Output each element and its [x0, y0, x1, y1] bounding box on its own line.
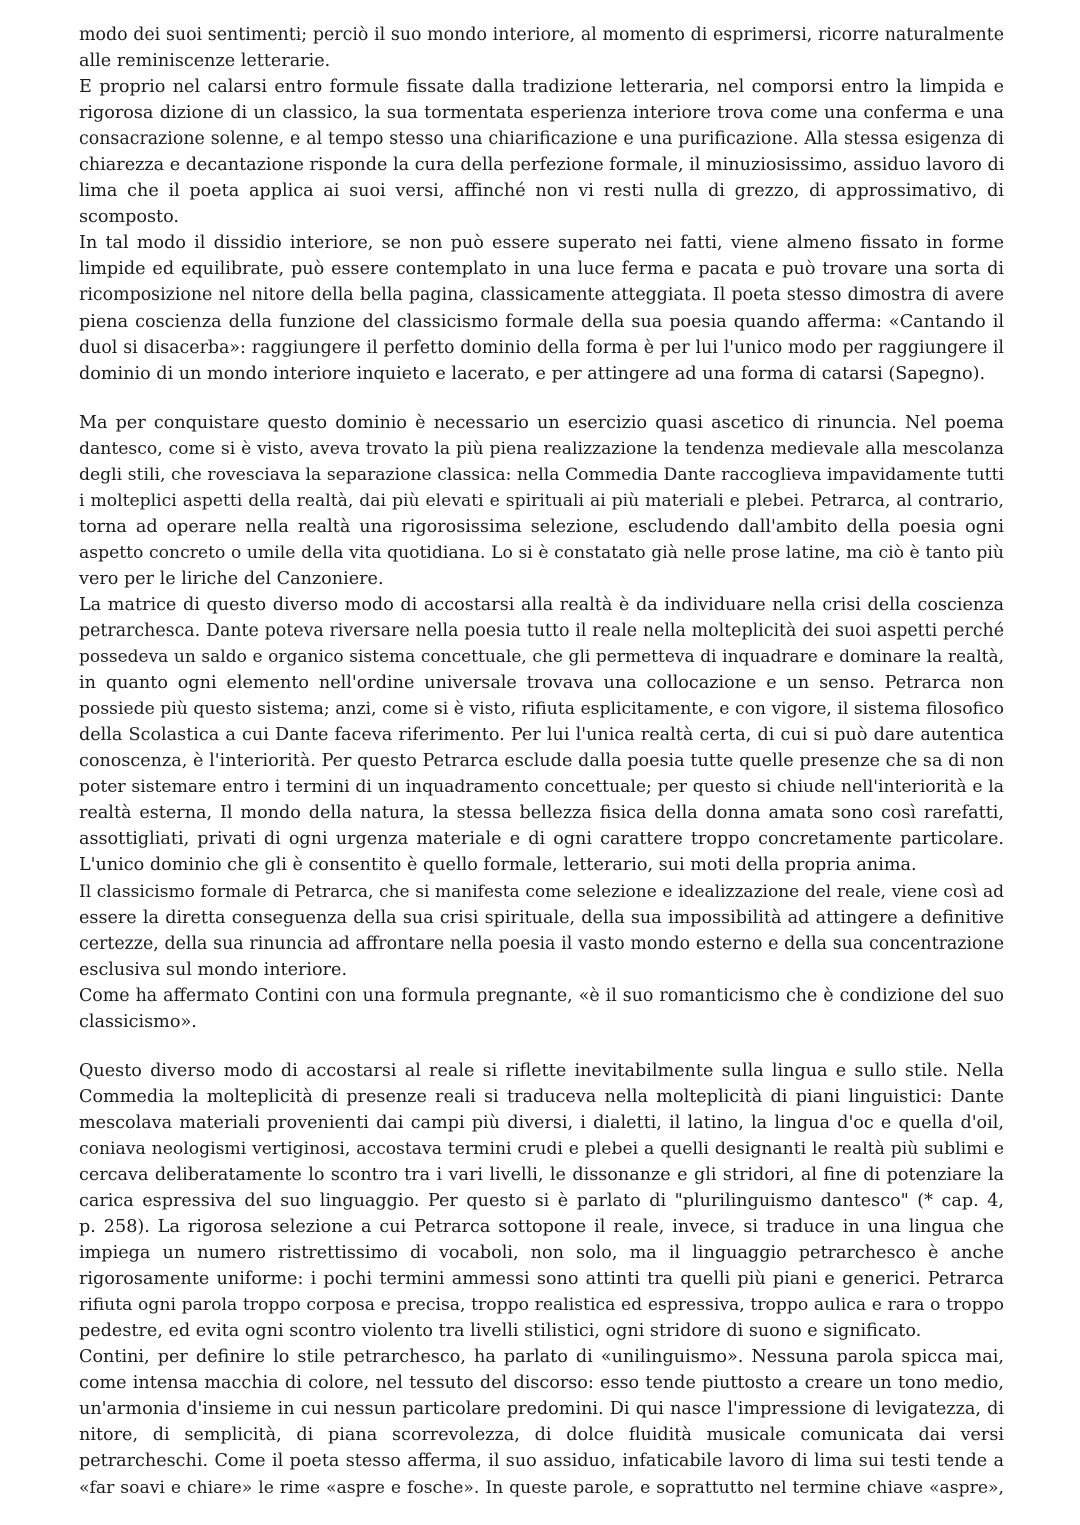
text-line: La matrice di questo diverso modo di accostarsi alla realtà è da individuare nella crisi della coscienza	[79, 594, 1004, 615]
text-line: assottigliati, privati di ogni urgenza materiale e di ogni carattere troppo concretamente particolare.	[79, 829, 1004, 850]
text-line: Il classicismo formale di Petrarca, che si manifesta come selezione e idealizzazione del reale, viene così ad	[79, 881, 1004, 902]
text-line: poter sistemare entro i termini di un inquadramento concettuale; per questo si chiude nell'interiorità e la	[79, 777, 1004, 798]
text-line: realtà esterna, Il mondo della natura, la stessa bellezza fisica della donna amata sono così rarefatti,	[79, 803, 1004, 824]
paragraph	[79, 22, 1004, 74]
text-section	[79, 410, 1004, 1035]
text-line: In tal modo il dissidio interiore, se non può essere superato nei fatti, viene almeno fissato in forme	[79, 233, 1004, 254]
text-line: pedestre, ed evita ogni scontro violento tra livelli stilistici, ogni stridore di suono e significato.	[79, 1321, 922, 1342]
text-line: chiarezza e decantazione risponde la cura della perfezione formale, il minuziosissimo, assiduo lavoro di	[79, 155, 1005, 176]
text-line: possiede più questo sistema; anzi, come si è visto, rifiuta esplicitamente, e con vigore, il sistema filosofico	[79, 699, 1004, 720]
text-section	[79, 22, 1004, 387]
paragraph	[79, 1058, 1004, 1345]
paragraph	[79, 410, 1004, 592]
text-line: cercava deliberatamente lo scontro tra i vari livelli, le dissonanze e gli stridori, al fine di potenziare la	[79, 1164, 1004, 1185]
text-line: «far soavi e chiare» le rime «aspre e fosche». In queste parole, e soprattutto nel termine chiave «aspre»,	[79, 1477, 1004, 1498]
text-line: p. 258). La rigorosa selezione a cui Petrarca sottopone il reale, invece, si traduce in una lingua che	[79, 1217, 1004, 1238]
text-line: Ma per conquistare questo dominio è necessario un esercizio quasi ascetico di rinuncia. Nel poema	[79, 412, 1004, 433]
text-line: Contini, per definire lo stile petrarchesco, ha parlato di «unilinguismo». Nessuna parola spicca mai,	[79, 1347, 1004, 1368]
text-line: L'unico dominio che gli è consentito è quello formale, letterario, sui moti della propria anima.	[79, 855, 917, 876]
paragraph	[79, 879, 1004, 983]
text-line: classicismo».	[79, 1011, 197, 1032]
paragraph	[79, 1344, 1004, 1500]
text-line: petrarchesca. Dante poteva riversare nella poesia tutto il reale nella molteplicità dei suoi aspetti perché	[79, 621, 1004, 642]
text-line: rifiuta ogni parola troppo corposa e precisa, troppo realistica ed espressiva, troppo aulica e rara o troppo	[79, 1295, 1004, 1316]
text-line: mescolava materiali provenienti dai campi più diversi, i dialetti, il latino, la lingua d'oc e quella d'oil,	[79, 1112, 1004, 1133]
text-line: aspetto concreto o umile della vita quotidiana. Lo si è constatato già nelle prose latine, ma ciò è tanto più	[79, 542, 1004, 563]
text-line: petrarcheschi. Come il poeta stesso afferma, il suo assiduo, infaticabile lavoro di lima sui testi tende a	[79, 1451, 1004, 1472]
text-line: degli stili, che rovesciava la separazione classica: nella Commedia Dante raccoglieva impavidamente tutti	[79, 464, 1004, 485]
paragraph	[79, 983, 1004, 1035]
text-line: impiega un numero ristrettissimo di vocaboli, non solo, ma il linguaggio petrarchesco è anche	[79, 1243, 1004, 1264]
text-section	[79, 1058, 1004, 1501]
text-line: piena coscienza della funzione del classicismo formale della sua poesia quando afferma: «Cantando il	[79, 311, 1004, 332]
paragraph	[79, 74, 1004, 230]
text-line: essere la diretta conseguenza della sua crisi spirituale, della sua impossibilità ad attingere a definitive	[79, 907, 1004, 928]
text-line: carica espressiva del suo linguaggio. Per questo si è parlato di "plurilinguismo dantesco" (* cap. 4,	[79, 1191, 1004, 1212]
text-line: torna ad operare nella realtà una rigorosissima selezione, escludendo dall'ambito della poesia ogni	[79, 516, 1004, 537]
text-line: in quanto ogni elemento nell'ordine universale trovava una collocazione e un senso. Petrarca non	[79, 673, 1004, 694]
text-line: esclusiva sul mondo interiore.	[79, 959, 348, 980]
text-line: Commedia la molteplicità di presenze reali si traduceva nella molteplicità di piani linguistici: Dante	[79, 1086, 1004, 1107]
text-line: consacrazione solenne, e al tempo stesso una chiarificazione e una purificazione. Alla stessa esigenza di	[79, 129, 1004, 150]
text-line: un'armonia d'insieme in cui nessun particolare predomini. Di qui nasce l'impressione di levigatezza, di	[79, 1399, 1004, 1420]
text-line: limpide ed equilibrate, può essere contemplato in una luce ferma e pacata e può trovare una sorta di	[79, 259, 1004, 280]
text-line: dominio di un mondo interiore inquieto e lacerato, e per attingere ad una forma di catarsi (Sapegno).	[79, 363, 986, 384]
text-line: possedeva un saldo e organico sistema concettuale, che gli permetteva di inquadrare e dominare la realtà,	[79, 647, 1004, 668]
paragraph	[79, 592, 1004, 879]
text-line: rigorosamente uniforme: i pochi termini ammessi sono attinti tra quelli più piani e generici. Petrarca	[79, 1269, 1004, 1290]
text-line: rigorosa dizione di un classico, la sua tormentata esperienza interiore trova come una conferma e una	[79, 103, 1004, 124]
text-line: conoscenza, è l'interiorità. Per questo Petrarca esclude dalla poesia tutte quelle presenze che sa di non	[79, 751, 1004, 772]
text-line: modo dei suoi sentimenti; perciò il suo mondo interiore, al momento di esprimersi, ricorre naturalmente	[79, 25, 1004, 45]
text-line: Questo diverso modo di accostarsi al reale si riflette inevitabilmente sulla lingua e sullo stile. Nella	[79, 1060, 1004, 1081]
text-line: dantesco, come si è visto, aveva trovato la più piena realizzazione la tendenza medievale alla mescolanza	[79, 438, 1004, 459]
text-line: lima che il poeta applica ai suoi versi, affinché non vi resti nulla di grezzo, di approssimativo, di	[79, 181, 1004, 202]
paragraph	[79, 230, 1004, 386]
text-line: i molteplici aspetti della realtà, dai più elevati e spirituali ai più materiali e plebei. Petrarca, al contrario,	[79, 490, 1004, 511]
text-line: duol si disacerba»: raggiungere il perfetto dominio della forma è per lui l'unico modo per raggiungere il	[79, 337, 1004, 358]
document-page	[79, 22, 1004, 1501]
text-line: della Scolastica a cui Dante faceva riferimento. Per lui l'unica realtà certa, di cui si può dare autentica	[79, 725, 1004, 746]
text-line: certezze, della sua rinuncia ad affrontare nella poesia il vasto mondo esterno e della sua concentrazione	[79, 933, 1004, 954]
text-line: come intensa macchia di colore, nel tessuto del discorso: esso tende piuttosto a creare un tono medio,	[79, 1373, 1004, 1394]
text-line: alle reminiscenze letterarie.	[79, 51, 331, 72]
text-line: E proprio nel calarsi entro formule fissate dalla tradizione letteraria, nel comporsi entro la limpida e	[79, 77, 1004, 98]
text-line: scomposto.	[79, 207, 179, 228]
text-line: ricomposizione nel nitore della bella pagina, classicamente atteggiata. Il poeta stesso dimostra di avere	[79, 285, 1004, 306]
text-line: Come ha affermato Contini con una formula pregnante, «è il suo romanticismo che è condizione del suo	[79, 985, 1004, 1006]
text-line: vero per le liriche del Canzoniere.	[79, 568, 384, 589]
text-line: coniava neologismi vertiginosi, accostava termini crudi e plebei a quelli designanti le realtà più sublimi e	[79, 1138, 1004, 1159]
text-line: nitore, di semplicità, di piana scorrevolezza, di dolce fluidità musicale comunicata dai versi	[79, 1425, 1004, 1446]
